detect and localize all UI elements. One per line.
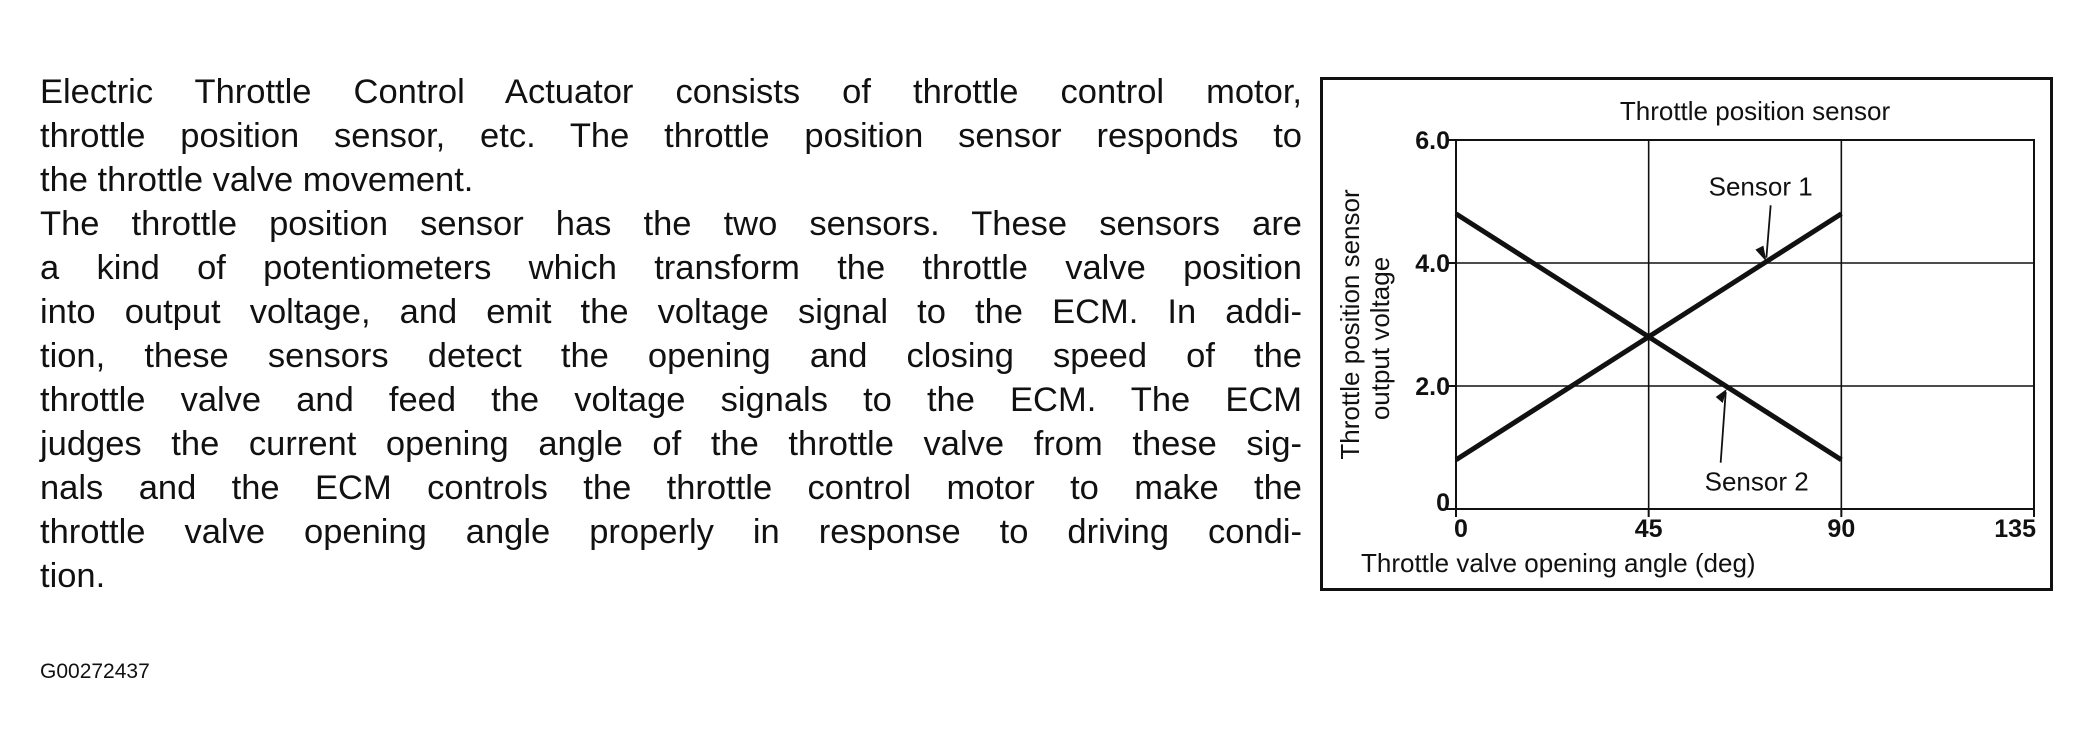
y-tick-label: 6.0 xyxy=(1415,127,1450,155)
paragraph-line: into output voltage, and emit the voltage signal to the ECM. In addi- xyxy=(40,293,1302,331)
sensor-1-leader xyxy=(1766,205,1770,257)
paragraph-1 xyxy=(40,70,1302,202)
x-tick-label: 135 xyxy=(1994,515,2036,543)
paragraph-line: tion. xyxy=(40,557,106,595)
chart-svg xyxy=(1323,80,2050,588)
document-id: G00272437 xyxy=(40,660,150,683)
paragraph-line: throttle valve opening angle properly in response to driving condi- xyxy=(40,513,1302,551)
paragraph-line: a kind of potentiometers which transform the throttle valve position xyxy=(40,249,1302,287)
sensor-1-arrowhead xyxy=(1755,246,1766,262)
x-tick-label: 0 xyxy=(1454,515,1468,543)
paragraph-line: throttle valve and feed the voltage signals to the ECM. The ECM xyxy=(40,381,1302,419)
throttle-sensor-chart xyxy=(1320,77,2053,591)
series-label-sensor-1: Sensor 1 xyxy=(1708,171,1813,202)
paragraph-line: nals and the ECM controls the throttle control motor to make the xyxy=(40,469,1302,507)
sensor-2-leader xyxy=(1721,392,1726,463)
paragraph-line: The throttle position sensor has the two sensors. These sensors are xyxy=(40,205,1302,243)
chart-title: Throttle position sensor xyxy=(1619,96,1891,126)
paragraph-line: Electric Throttle Control Actuator consists of throttle control motor, xyxy=(40,73,1302,111)
y-tick-label: 0 xyxy=(1436,489,1450,517)
description-text xyxy=(40,70,1302,598)
y-axis-label-line-1: Throttle position sensor xyxy=(1335,189,1365,460)
paragraph-line: throttle position sensor, etc. The throttle position sensor responds to xyxy=(40,117,1302,155)
paragraph-line: tion, these sensors detect the opening and closing speed of the xyxy=(40,337,1302,375)
paragraph-line: the throttle valve movement. xyxy=(40,161,474,199)
y-tick-label: 4.0 xyxy=(1415,250,1450,278)
paragraph-line: judges the current opening angle of the throttle valve from these sig- xyxy=(40,425,1302,463)
x-axis-label: Throttle valve opening angle (deg) xyxy=(1361,548,1756,578)
y-tick-label: 2.0 xyxy=(1415,373,1450,401)
x-tick-label: 90 xyxy=(1827,515,1856,543)
series-label-sensor-2: Sensor 2 xyxy=(1704,466,1809,497)
x-tick-label: 45 xyxy=(1634,515,1663,543)
y-axis-label-line-2: output voltage xyxy=(1365,256,1395,421)
paragraph-2 xyxy=(40,202,1302,598)
